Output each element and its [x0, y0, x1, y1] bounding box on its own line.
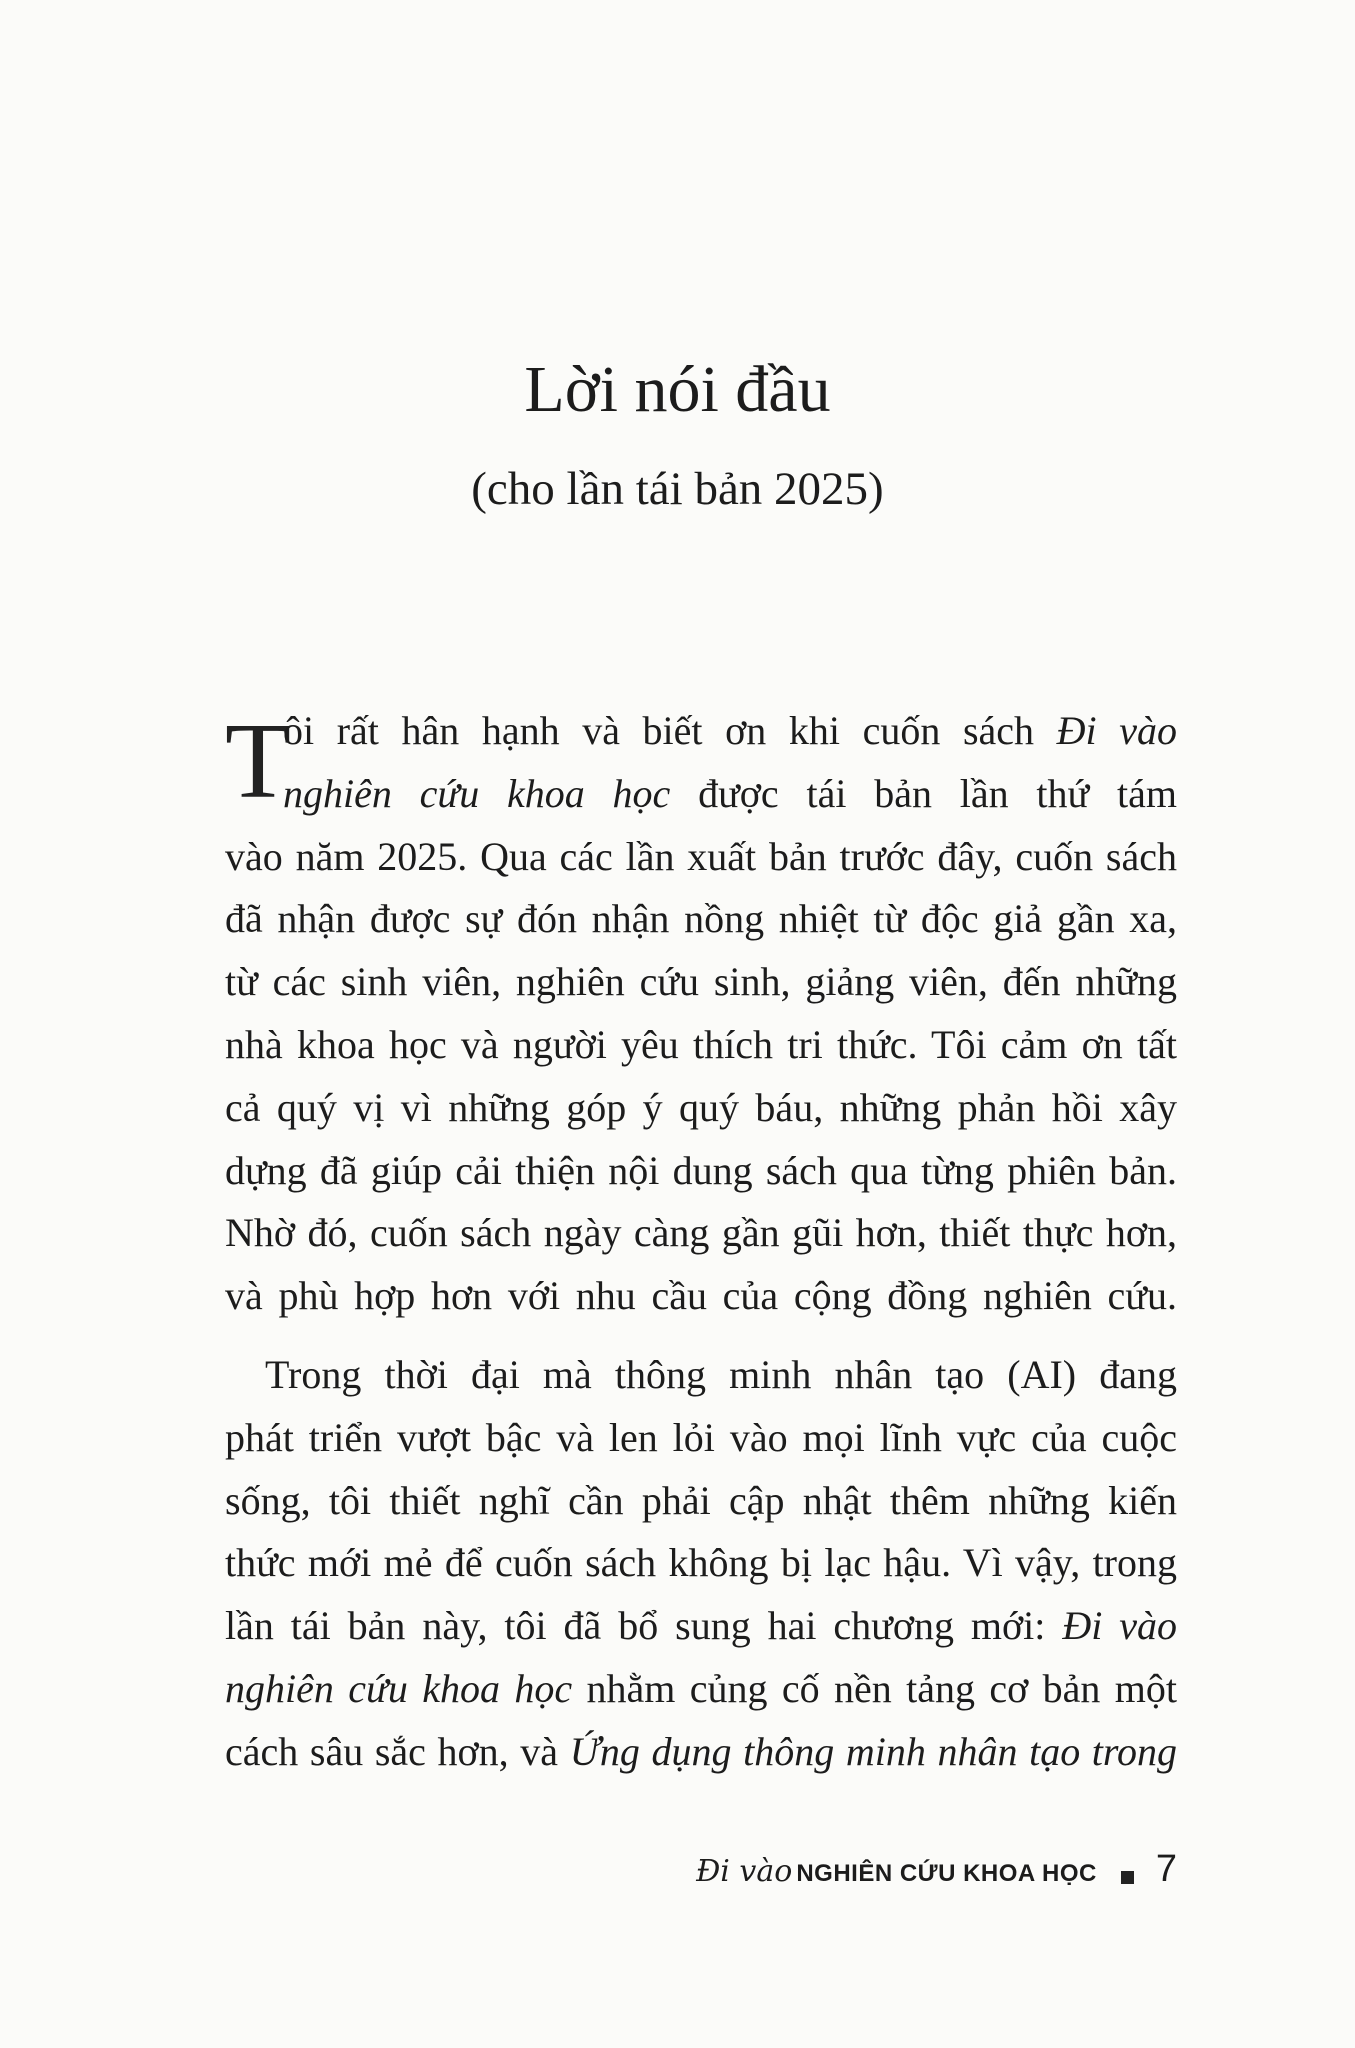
text-line [225, 1265, 1177, 1328]
text-line [225, 1077, 1177, 1140]
italic-text: nghiên cứu khoa học [225, 1665, 573, 1711]
text-line [225, 1721, 1177, 1784]
text-segment: cả quý vị vì những góp ý quý báu, những phản hồi xây [225, 1084, 1177, 1130]
footer-book-title: NGHIÊN CỨU KHOA HỌC [796, 1860, 1097, 1887]
paragraph [225, 1344, 1177, 1784]
text-line [225, 1470, 1177, 1533]
text-line [225, 1140, 1177, 1203]
body-text [225, 700, 1177, 1784]
footer-script-title: Đi vào [696, 1854, 793, 1889]
text-segment: vào năm 2025. Qua các lần xuất bản trước đây, cuốn sách [225, 833, 1177, 879]
text-line [283, 700, 1177, 763]
text-segment: nhằm củng cố nền tảng cơ bản một [572, 1665, 1177, 1711]
text-segment: dựng đã giúp cải thiện nội dung sách qua từng phiên bản. [225, 1147, 1177, 1193]
text-segment: Trong thời đại mà thông minh nhân tạo (AI) đang [225, 1351, 1177, 1397]
text-line [225, 888, 1177, 951]
text-line [225, 1532, 1177, 1595]
page-title: Lời nói đầu [524, 353, 831, 426]
italic-text: Ứng dụng thông minh nhân tạo trong [569, 1728, 1178, 1774]
text-line [225, 1658, 1177, 1721]
text-segment: đã nhận được sự đón nhận nồng nhiệt từ độc giả gần xa, [225, 896, 1177, 942]
paragraph [225, 700, 1177, 1328]
running-footer [0, 1848, 1177, 1891]
text-segment: lần tái bản này, tôi đã bổ sung hai chương mới: [225, 1603, 1063, 1649]
italic-text: nghiên cứu khoa học [283, 770, 671, 816]
text-segment: Nhờ đó, cuốn sách ngày càng gần gũi hơn, thiết thực hơn, [225, 1210, 1177, 1256]
text-line [283, 763, 1177, 826]
text-segment: được tái bản lần thứ tám [670, 770, 1177, 816]
text-line [225, 951, 1177, 1014]
text-segment: cách sâu sắc hơn, và [225, 1728, 570, 1774]
text-segment: nhà khoa học và người yêu thích tri thức. Tôi cảm ơn tất [225, 1021, 1177, 1067]
text-segment: phát triển vượt bậc và len lỏi vào mọi lĩnh vực của cuộc [225, 1414, 1177, 1460]
text-line [225, 826, 1177, 889]
page-number: 7 [1155, 1848, 1177, 1890]
text-line [225, 1407, 1177, 1470]
italic-text: Đi vào [1056, 708, 1177, 753]
text-segment: ôi rất hân hạnh và biết ơn khi cuốn sách [283, 708, 1057, 753]
text-segment: sống, tôi thiết nghĩ cần phải cập nhật thêm những kiến [225, 1477, 1177, 1523]
page-subtitle: (cho lần tái bản 2025) [471, 463, 884, 515]
text-line [225, 1014, 1177, 1077]
drop-cap: T [225, 702, 291, 821]
footer-square-icon [1121, 1871, 1134, 1884]
text-segment: thức mới mẻ để cuốn sách không bị lạc hậu. Vì vậy, trong [225, 1540, 1177, 1586]
text-line [225, 1595, 1177, 1658]
text-segment: và phù hợp hơn với nhu cầu của cộng đồng nghiên cứu. [225, 1273, 1177, 1319]
italic-text: Đi vào [1062, 1603, 1177, 1649]
text-segment: từ các sinh viên, nghiên cứu sinh, giảng viên, đến những [225, 959, 1177, 1005]
text-line [225, 1202, 1177, 1265]
text-line [225, 1344, 1177, 1407]
